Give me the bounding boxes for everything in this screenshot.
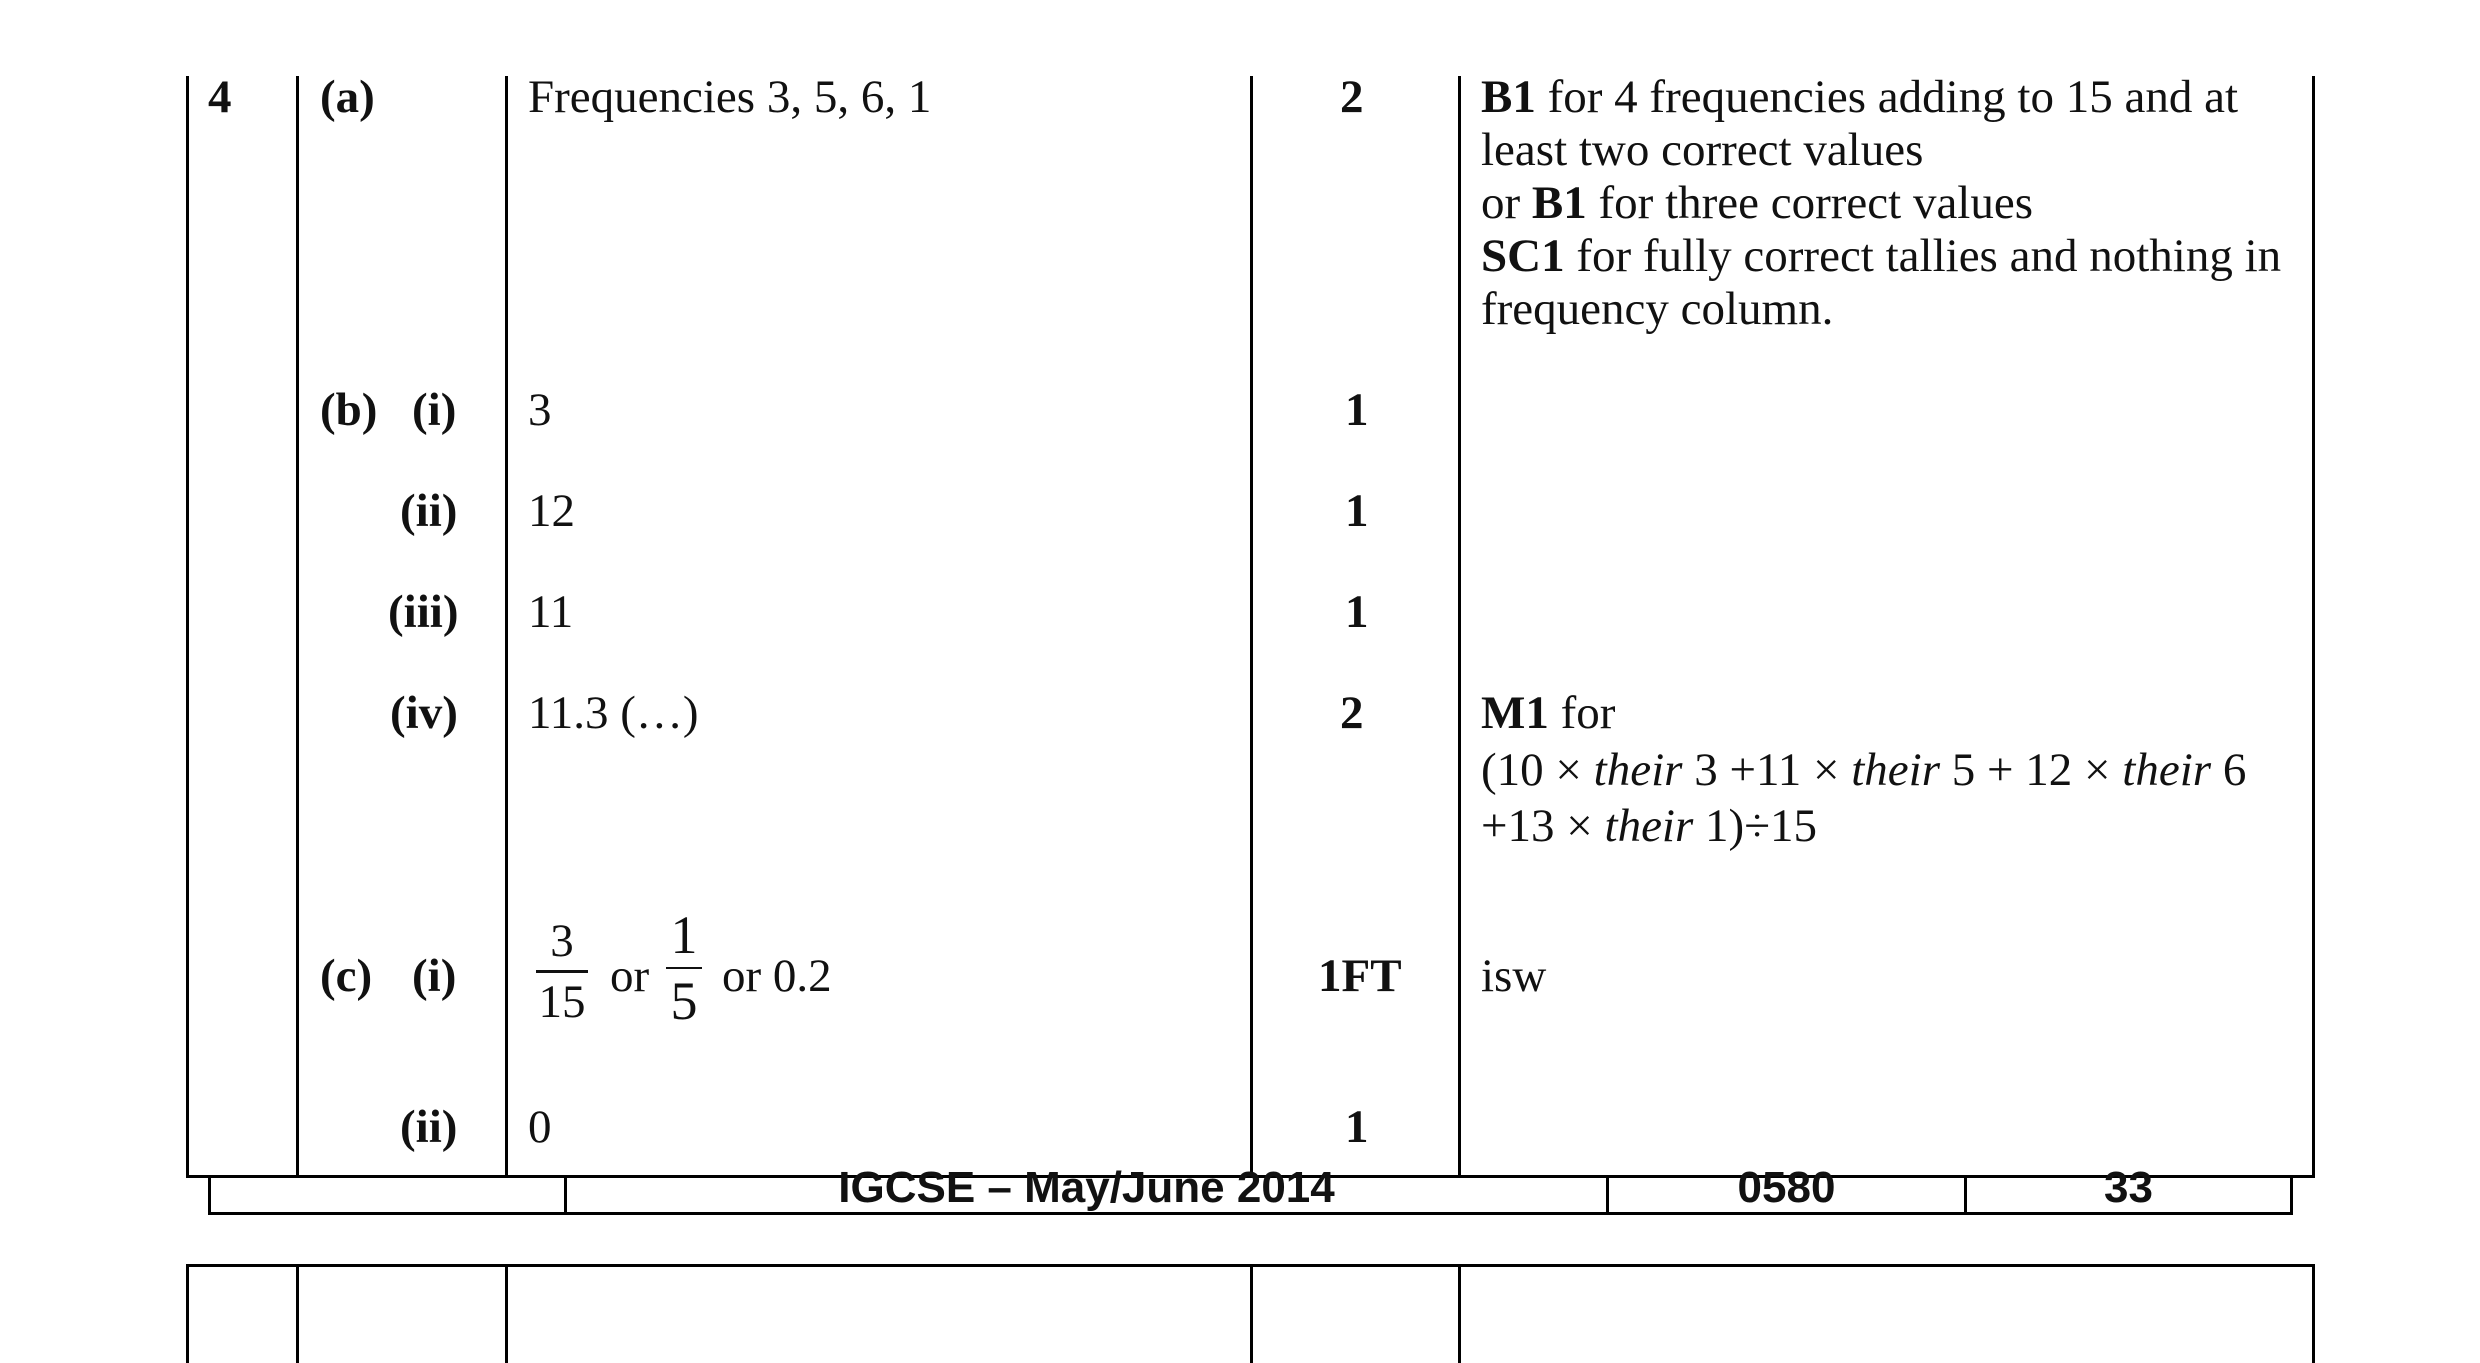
answer-c-ii: 0 bbox=[528, 1101, 552, 1153]
marks-c-i: 1FT bbox=[1318, 950, 1402, 1002]
table-divider-1 bbox=[296, 76, 299, 1178]
note-text: 6 bbox=[2211, 744, 2247, 796]
fraction-three-fifteenths bbox=[536, 916, 588, 1027]
table-divider-4 bbox=[1458, 76, 1461, 1178]
marks-b-iii: 1 bbox=[1345, 586, 1369, 638]
answer-b-iii: 11 bbox=[528, 586, 574, 638]
answer-b-iv: 11.3 (…) bbox=[528, 687, 699, 739]
part-label-b: (b) bbox=[320, 384, 378, 436]
marks-c-ii: 1 bbox=[1345, 1101, 1369, 1153]
next-table-border-left bbox=[186, 1264, 189, 1363]
fraction-denominator: 15 bbox=[538, 976, 586, 1028]
note-text: for 4 frequencies adding to 15 and at bbox=[1535, 71, 2239, 123]
sub-label-b-iii: (iii) bbox=[388, 586, 459, 638]
notes-a-line-4 bbox=[1481, 229, 2281, 283]
next-table-divider-2 bbox=[505, 1264, 508, 1363]
footer-syllabus: 0580 bbox=[1737, 1163, 1836, 1212]
fraction-numerator: 3 bbox=[550, 915, 574, 967]
note-text: for fully correct tallies and nothing in bbox=[1564, 230, 2282, 282]
next-table-divider-4 bbox=[1458, 1264, 1461, 1363]
answer-or-1: or bbox=[610, 950, 650, 1002]
next-table-divider-3 bbox=[1250, 1264, 1253, 1363]
notes-a-line-5: frequency column. bbox=[1481, 283, 1834, 335]
fraction-numerator: 1 bbox=[670, 905, 698, 965]
note-text: +13 × bbox=[1481, 800, 1605, 852]
footer-border-bottom bbox=[208, 1212, 2293, 1215]
notes-a-line-1 bbox=[1481, 70, 2238, 124]
note-text: 1)÷15 bbox=[1693, 800, 1817, 852]
mark-code: M1 bbox=[1481, 687, 1549, 739]
sub-label-b-iv: (iv) bbox=[390, 687, 458, 739]
fraction-bar bbox=[536, 970, 588, 973]
table-divider-3 bbox=[1250, 76, 1253, 1178]
notes-a-line-3 bbox=[1481, 176, 2033, 230]
sub-label-c-ii: (ii) bbox=[400, 1101, 458, 1153]
question-number: 4 bbox=[208, 71, 232, 123]
answer-b-i: 3 bbox=[528, 384, 552, 436]
mark-code: B1 bbox=[1481, 71, 1536, 123]
table-border-left bbox=[186, 76, 189, 1178]
note-italic: their bbox=[1604, 800, 1694, 852]
marks-b-ii: 1 bbox=[1345, 485, 1369, 537]
footer-title: IGCSE – May/June 2014 bbox=[838, 1163, 1335, 1212]
marks-b-iv: 2 bbox=[1340, 687, 1364, 739]
notes-b-iv-line-3 bbox=[1481, 799, 1817, 853]
table-divider-2 bbox=[505, 76, 508, 1178]
next-table-divider-1 bbox=[296, 1264, 299, 1363]
fraction-bar bbox=[666, 967, 702, 969]
part-label-c: (c) bbox=[320, 950, 373, 1002]
footer-border-left bbox=[208, 1175, 211, 1215]
answer-b-ii: 12 bbox=[528, 485, 575, 537]
note-italic: their bbox=[1593, 744, 1683, 796]
mark-code: B1 bbox=[1531, 177, 1587, 229]
note-italic: their bbox=[1851, 744, 1941, 796]
note-text: (10 × bbox=[1481, 744, 1594, 796]
footer-paper: 33 bbox=[2104, 1163, 2153, 1212]
mark-code: SC1 bbox=[1481, 230, 1565, 282]
notes-b-iv-line-1 bbox=[1481, 686, 1615, 740]
note-text: for three correct values bbox=[1586, 177, 2034, 229]
footer-border-right bbox=[2290, 1175, 2293, 1215]
sub-label-b-i: (i) bbox=[412, 384, 457, 436]
part-label-a: (a) bbox=[320, 71, 375, 123]
table-border-right bbox=[2312, 76, 2315, 1178]
sub-label-c-i: (i) bbox=[412, 950, 457, 1002]
marks-b-i: 1 bbox=[1345, 384, 1369, 436]
fraction-denominator: 5 bbox=[670, 971, 698, 1031]
note-text: 5 + 12 × bbox=[1940, 744, 2123, 796]
answer-or-2: or 0.2 bbox=[722, 950, 832, 1002]
note-italic: their bbox=[2122, 744, 2212, 796]
marks-a: 2 bbox=[1340, 71, 1364, 123]
sub-label-b-ii: (ii) bbox=[400, 485, 458, 537]
next-table-border-right bbox=[2312, 1264, 2315, 1363]
notes-c-i: isw bbox=[1481, 950, 1547, 1002]
note-text: 3 +11 × bbox=[1682, 744, 1852, 796]
answer-a: Frequencies 3, 5, 6, 1 bbox=[528, 71, 932, 123]
fraction-one-fifth bbox=[666, 907, 702, 1029]
note-text: or bbox=[1481, 177, 1532, 229]
notes-a-line-2: least two correct values bbox=[1481, 124, 1924, 176]
notes-b-iv-line-2 bbox=[1481, 743, 2246, 797]
note-text: for bbox=[1548, 687, 1616, 739]
